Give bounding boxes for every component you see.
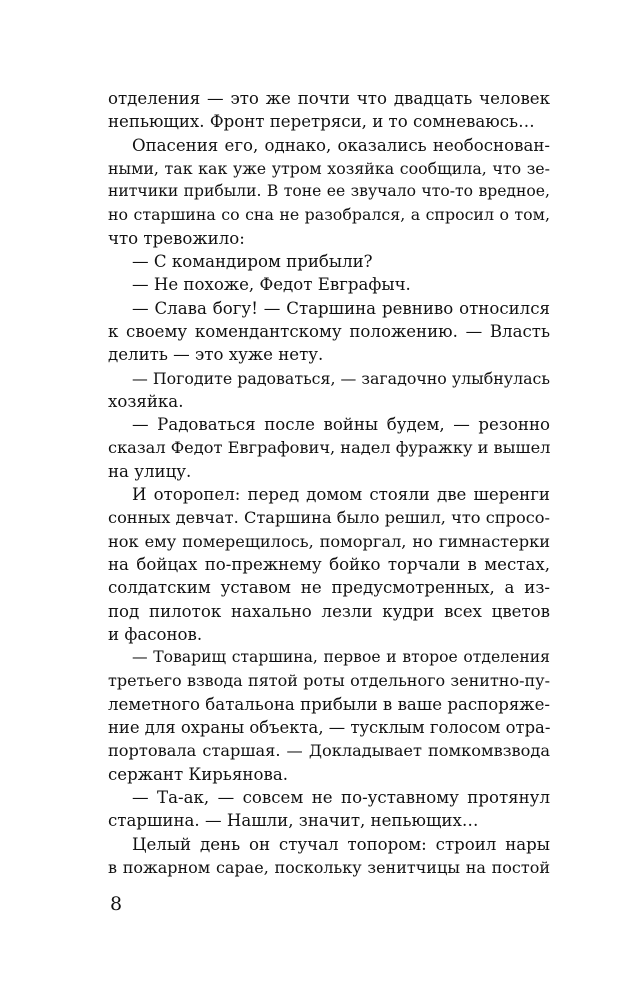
text-line: что тревожило: [108,228,245,248]
page-number: 8 [110,893,123,915]
text-line: сержант Кирьянова. [108,764,288,784]
text-line: Целый день он стучал топором: строил нары [132,834,550,854]
text-line: отделения — это же почти что двадцать человек [108,89,550,108]
text-line: в пожарном сарае, поскольку зенитчицы на постой [108,857,550,877]
text-line: на улицу. [108,461,192,481]
text-line: солдатским уставом не предусмотренных, а из- [108,578,550,598]
text-line: — Товарищ старшина, первое и второе отделения [132,648,550,667]
text-line: и фасонов. [108,624,203,644]
text-line: портовала старшая. — Докладывает помкомвзвода [108,741,550,761]
text-line: — С командиром прибыли? [132,252,373,272]
text-line: — Та-ак, — совсем не по-уставному протянул [132,787,550,807]
text-line: — Слава богу! — Старшина ревниво относился [132,298,550,318]
text-line: делить — это хуже нету. [108,345,324,365]
text-line: нитчики прибыли. В тоне ее звучало что-то вредное, [108,182,550,201]
text-line: Опасения его, однако, оказались необоснован- [132,135,550,155]
text-line: ными, так как уже утром хозяйка сообщила, что зе- [108,158,550,178]
text-line: старшина. — Нашли, значит, непьющих… [108,811,479,831]
text-line: третьего взвода пятой роты отдельного зенитно-пу- [108,671,550,691]
text-line: к своему комендантскому положению. — Власть [108,321,550,341]
text-line: сказал Федот Евграфович, надел фуражку и вышел [108,438,551,458]
text-line: на бойцах по-прежнему бойко торчали в местах, [108,554,550,574]
text-line: хозяйка. [108,391,184,411]
text-line: И оторопел: перед домом стояли две шеренги [132,485,550,505]
text-line: нок ему померещилось, поморгал, но гимнастерки [108,531,550,551]
text-line: сонных девчат. Старшина было решил, что спросо- [108,508,550,528]
text-line: ние для охраны объекта, — тусклым голосом отра- [108,718,551,738]
text-line: — Погодите радоваться, — загадочно улыбнулась [132,368,550,388]
body-text [108,87,550,879]
text-line: под пилоток нахально лезли кудри всех цветов [108,601,550,621]
text-line: — Не похоже, Федот Евграфыч. [132,275,411,295]
text-line: леметного батальона прибыли в ваше распоряже- [108,694,550,714]
text-line: но старшина со сна не разобрался, а спросил о том, [108,205,550,225]
text-line: непьющих. Фронт перетряси, и то сомневаюсь… [108,112,535,132]
text-line: — Радоваться после войны будем, — резонно [132,415,550,435]
